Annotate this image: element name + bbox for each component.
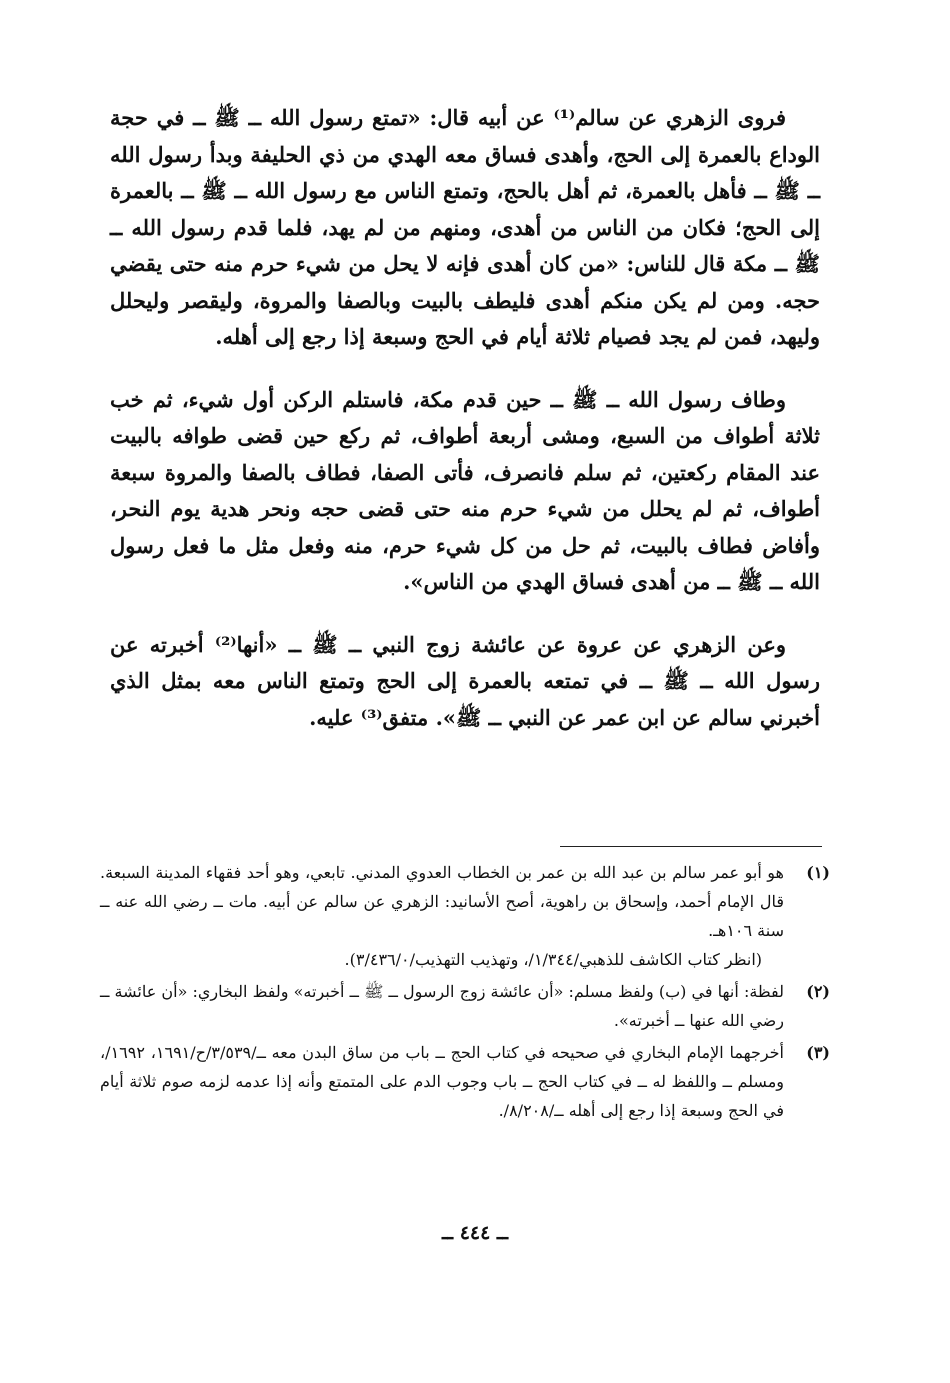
paragraph-3: وعن الزهري عن عروة عن عائشة زوج النبي ــ ﷺ ــ «أنها⁽²⁾ أخبرته عن رسول الله ــ ﷺ ــ في تمتعه بالعمرة إلى الحج وتمتع الناس معه بمثل الذي أخبرني سالم عن ابن عمر عن النبي ــ ﷺ». متفق⁽³⁾ عليه.: [110, 631, 820, 730]
paragraph-1: فروى الزهري عن سالم⁽¹⁾ عن أبيه قال: «تمتع رسول الله ــ ﷺ ــ في حجة الوداع بالعمرة إلى الحج، وأهدى فساق معه الهدي من ذي الحليفة وبدأ رسول الله ــ ﷺ ــ فأهل بالعمرة، ثم أهل بالحج، وتمتع الناس مع رسول الله ــ ﷺ ــ بالعمرة إلى الحج؛ فكان من الناس من أهدى، ومنهم من لم يهد، فلما قدم رسول الله ــ ﷺ ــ مكة قال للناس: «من كان أهدى فإنه لا يحل من شيء حرم منه حتى يقضي حجه. ومن لم يكن منكم أهدى فليطف بالبيت وبالصفا والمروة، وليقصر وليحلل وليهد، فمن لم يجد فصيام ثلاثة أيام في الحج وسبعة إذا رجع إلى أهله.: [110, 105, 820, 349]
footnote-text: هو أبو عمر سالم بن عبد الله بن عمر بن الخطاب العدوي المدني. تابعي، وهو أحد فقهاء المدينة السبعة. قال الإمام أحمد، وإسحاق بن راهوية، أصح الأسانيد: الزهري عن سالم عن أبيه. مات ــ رضي الله عنه ــ سنة ١٠٦هـ.: [100, 863, 784, 940]
footnote-body: [100, 977, 784, 1035]
main-text: [110, 100, 820, 736]
footnote-separator: [560, 846, 822, 847]
footnote-reference: (انظر كتاب الكاشف للذهبي/١/٣٤٤/، وتهذيب التهذيب/٣/٤٣٦/٠).: [344, 950, 762, 969]
footnote-1: [100, 858, 830, 974]
footnote-body: [100, 1038, 784, 1125]
page-number: ــ ٤٤٤ ــ: [441, 1222, 509, 1244]
footnote-text: أخرجهما الإمام البخاري في صحيحه في كتاب الحج ــ باب من ساق البدن معه ــ/٣/٥٣٩/ح/١٦٩١، ١٦٩٢/، ومسلم ــ واللفظ له ــ في كتاب الحج ــ باب وجوب الدم على المتمتع وأنه إذا عدمه لزمه صوم ثلاثة أيام في الحج وسبعة إذا رجع إلى أهله ــ/٨/٢٠٨/.: [100, 1043, 785, 1120]
footnote-body: [100, 858, 784, 974]
footnote-2: [100, 977, 830, 1035]
footnote-3: [100, 1038, 830, 1125]
footnote-number: (١): [806, 863, 830, 882]
footnote-text: لفظة: أنها في (ب) ولفظ مسلم: «أن عائشة زوج الرسول ــ ﷺ ــ أخبرته» ولفظ البخاري: «أن عائشة ــ رضي الله عنها ــ أخبرته».: [100, 982, 784, 1030]
footnote-number: (٢): [806, 982, 830, 1001]
footnotes: [100, 858, 830, 1128]
footnote-number: (٣): [806, 1043, 830, 1062]
paragraph-2: وطاف رسول الله ــ ﷺ ــ حين قدم مكة، فاستلم الركن أول شيء، ثم خب ثلاثة أطواف من السبع، ومشى أربعة أطواف، ثم ركع حين قضى طوافه بالبيت عند المقام ركعتين، ثم سلم فانصرف، فأتى الصفا، فطاف بالصفا والمروة سبعة أطواف، ثم لم يحلل من شيء حرم منه حتى قضى حجه ونحر هدية يوم النحر، وأفاض فطاف بالبيت، ثم حل من كل شيء حرم، منه وفعل مثل ما فعل رسول الله ــ ﷺ ــ من أهدى فساق الهدي من الناس».: [110, 386, 820, 594]
